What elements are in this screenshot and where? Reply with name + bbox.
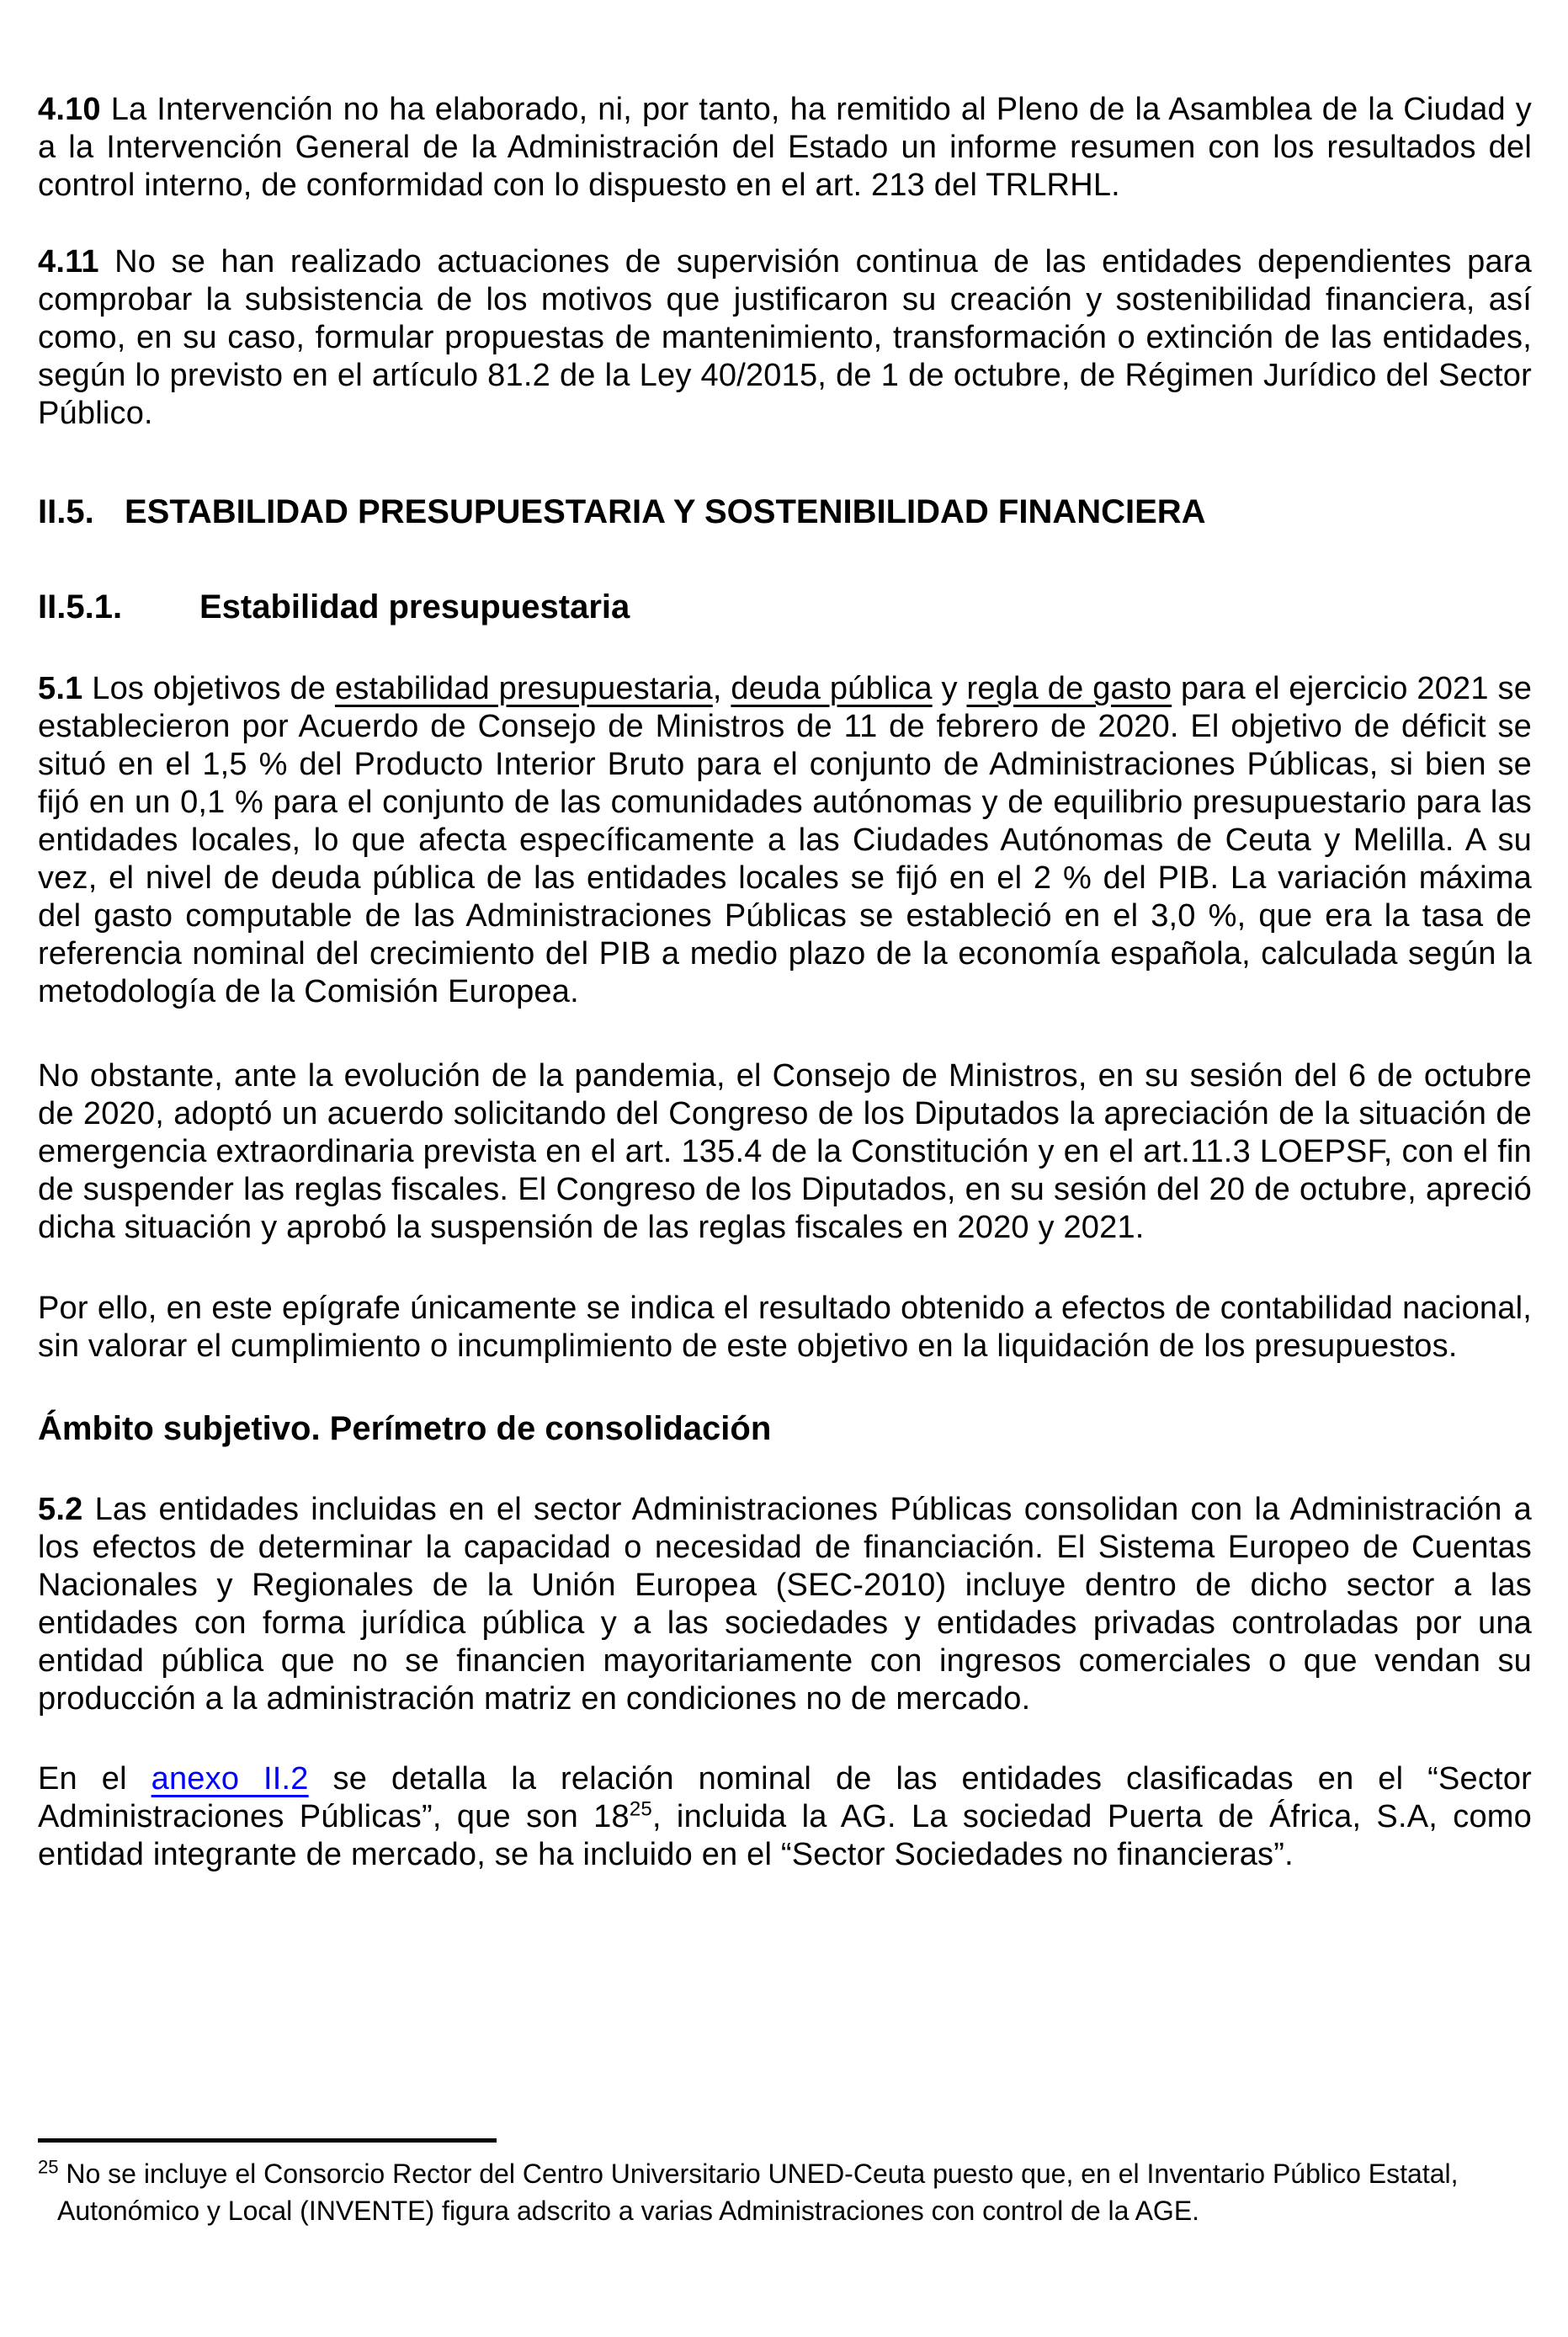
heading-ii5 [38,493,1532,531]
heading-ambito-title: Ámbito subjetivo. Perímetro de consolidación [38,1410,772,1447]
paragraph-4-10: 4.10 La Intervención no ha elaborado, ni, por tanto, ha remitido al Pleno de la Asamblea de la Ciudad y a la Intervención General de la Administración del Estado un informe resumen con los resultados del control interno, de conformidad con lo dispuesto en el art. 213 del TRLRHL. [38,92,1532,203]
paragraph-no-obstante: No obstante, ante la evolución de la pandemia, el Consejo de Ministros, en su sesión del 6 de octubre de 2020, adoptó un acuerdo solicitando del Congreso de los Diputados la apreciación de la situación de emergencia extraordinaria prevista en el art. 135.4 de la Constitución y en el art.11.3 LOEPSF, con el fin de suspender las reglas fiscales. El Congreso de los Diputados, en su sesión del 20 de octubre, apreció dicha situación y aprobó la suspensión de las reglas fiscales en 2020 y 2021. [38,1058,1532,1245]
paragraph-4-11: 4.11 No se han realizado actuaciones de supervisión continua de las entidades dependientes para comprobar la subsistencia de los motivos que justificaron su creación y sostenibilidad financiera, así como, en su caso, formular propuestas de mantenimiento, transformación o extinción de las entidades, según lo previsto en el artículo 81.2 de la Ley 40/2015, de 1 de octubre, de Régimen Jurídico del Sector Público. [38,244,1532,431]
footnote-25: $^{25}$ No se incluye el Consorcio Rector del Centro Universitario UNED-Ceuta puesto que, en el Inventario Público Estatal, Autonómico y Local (INVENTE) figura adscrito a varias Administraciones con control de la AGE. [38,2156,1459,2226]
footnote-separator [38,2138,497,2143]
paragraph-number-5-1: 5.1 [38,671,83,706]
paragraph-number-5-2: 5.2 [38,1492,83,1527]
paragraph-number-4-10: 4.10 [38,92,101,127]
heading-ii51 [38,588,1532,626]
footnote-25-marker: 25 [38,2156,59,2178]
heading-ii5-number: II.5. [38,493,94,530]
paragraph-por-ello: Por ello, en este epígrafe únicamente se indica el resultado obtenido a efectos de contabilidad nacional, sin valorar el cumplimiento o incumplimiento de este objetivo en la liquidación de los presupuestos. [38,1291,1532,1364]
heading-ii51-number: II.5.1. [38,588,123,626]
paragraph-5-2: 5.2 Las entidades incluidas en el sector Administraciones Públicas consolidan con la Administración a los efectos de determinar la capacidad o necesidad de financiación. El Sistema Europeo de Cuentas Nacionales y Regionales de la Unión Europea (SEC-2010) incluye dentro de dicho sector a las entidades con forma jurídica pública y a las sociedades y entidades privadas controladas por una entidad pública que no se financien mayoritariamente con ingresos comerciales o que vendan su producción a la administración matriz en condiciones no de mercado. [38,1492,1532,1717]
footnote-25-reference: 25 [629,1797,652,1821]
heading-ambito-subjetivo [38,1410,1532,1448]
heading-ii51-title: Estabilidad presupuestaria [199,588,630,626]
paragraph-anexo: En el anexo II.2 se detalla la relación nominal de las entidades clasificadas en el “Sector Administraciones Públicas”, que son $18^{25}$, incluida la AG. La sociedad Puerta de África, S.A, como entidad integrante de mercado, se ha incluido en el “Sector Sociedades no financieras”. [38,1761,1533,1872]
heading-ii5-title: ESTABILIDAD PRESUPUESTARIA Y SOSTENIBILIDAD FINANCIERA [125,493,1206,530]
paragraph-number-4-11: 4.11 [38,244,99,279]
paragraph-5-1: 5.1 Los objetivos de estabilidad presupuestaria, deuda pública y regla de gasto para el ejercicio 2021 se establecieron por Acuerdo de Consejo de Ministros de 11 de febrero de 2020. El objetivo de déficit se situó en el 1,5 % del Producto Interior Bruto para el conjunto de Administraciones Públicas, si bien se fijó en un 0,1 % para el conjunto de las comunidades autónomas y de equilibrio presupuestario para las entidades locales, lo que afecta específicamente a las Ciudades Autónomas de Ceuta y Melilla. A su vez, el nivel de deuda pública de las entidades locales se fijó en el 2 % del PIB. La variación máxima del gasto computable de las Administraciones Públicas se estableció en el 3,0 %, que era la tasa de referencia nominal del crecimiento del PIB a medio plazo de la economía española, calculada según la metodología de la Comisión Europea. [38,671,1533,1009]
anexo-ii2-link[interactable]: anexo II.2 [151,1761,309,1797]
